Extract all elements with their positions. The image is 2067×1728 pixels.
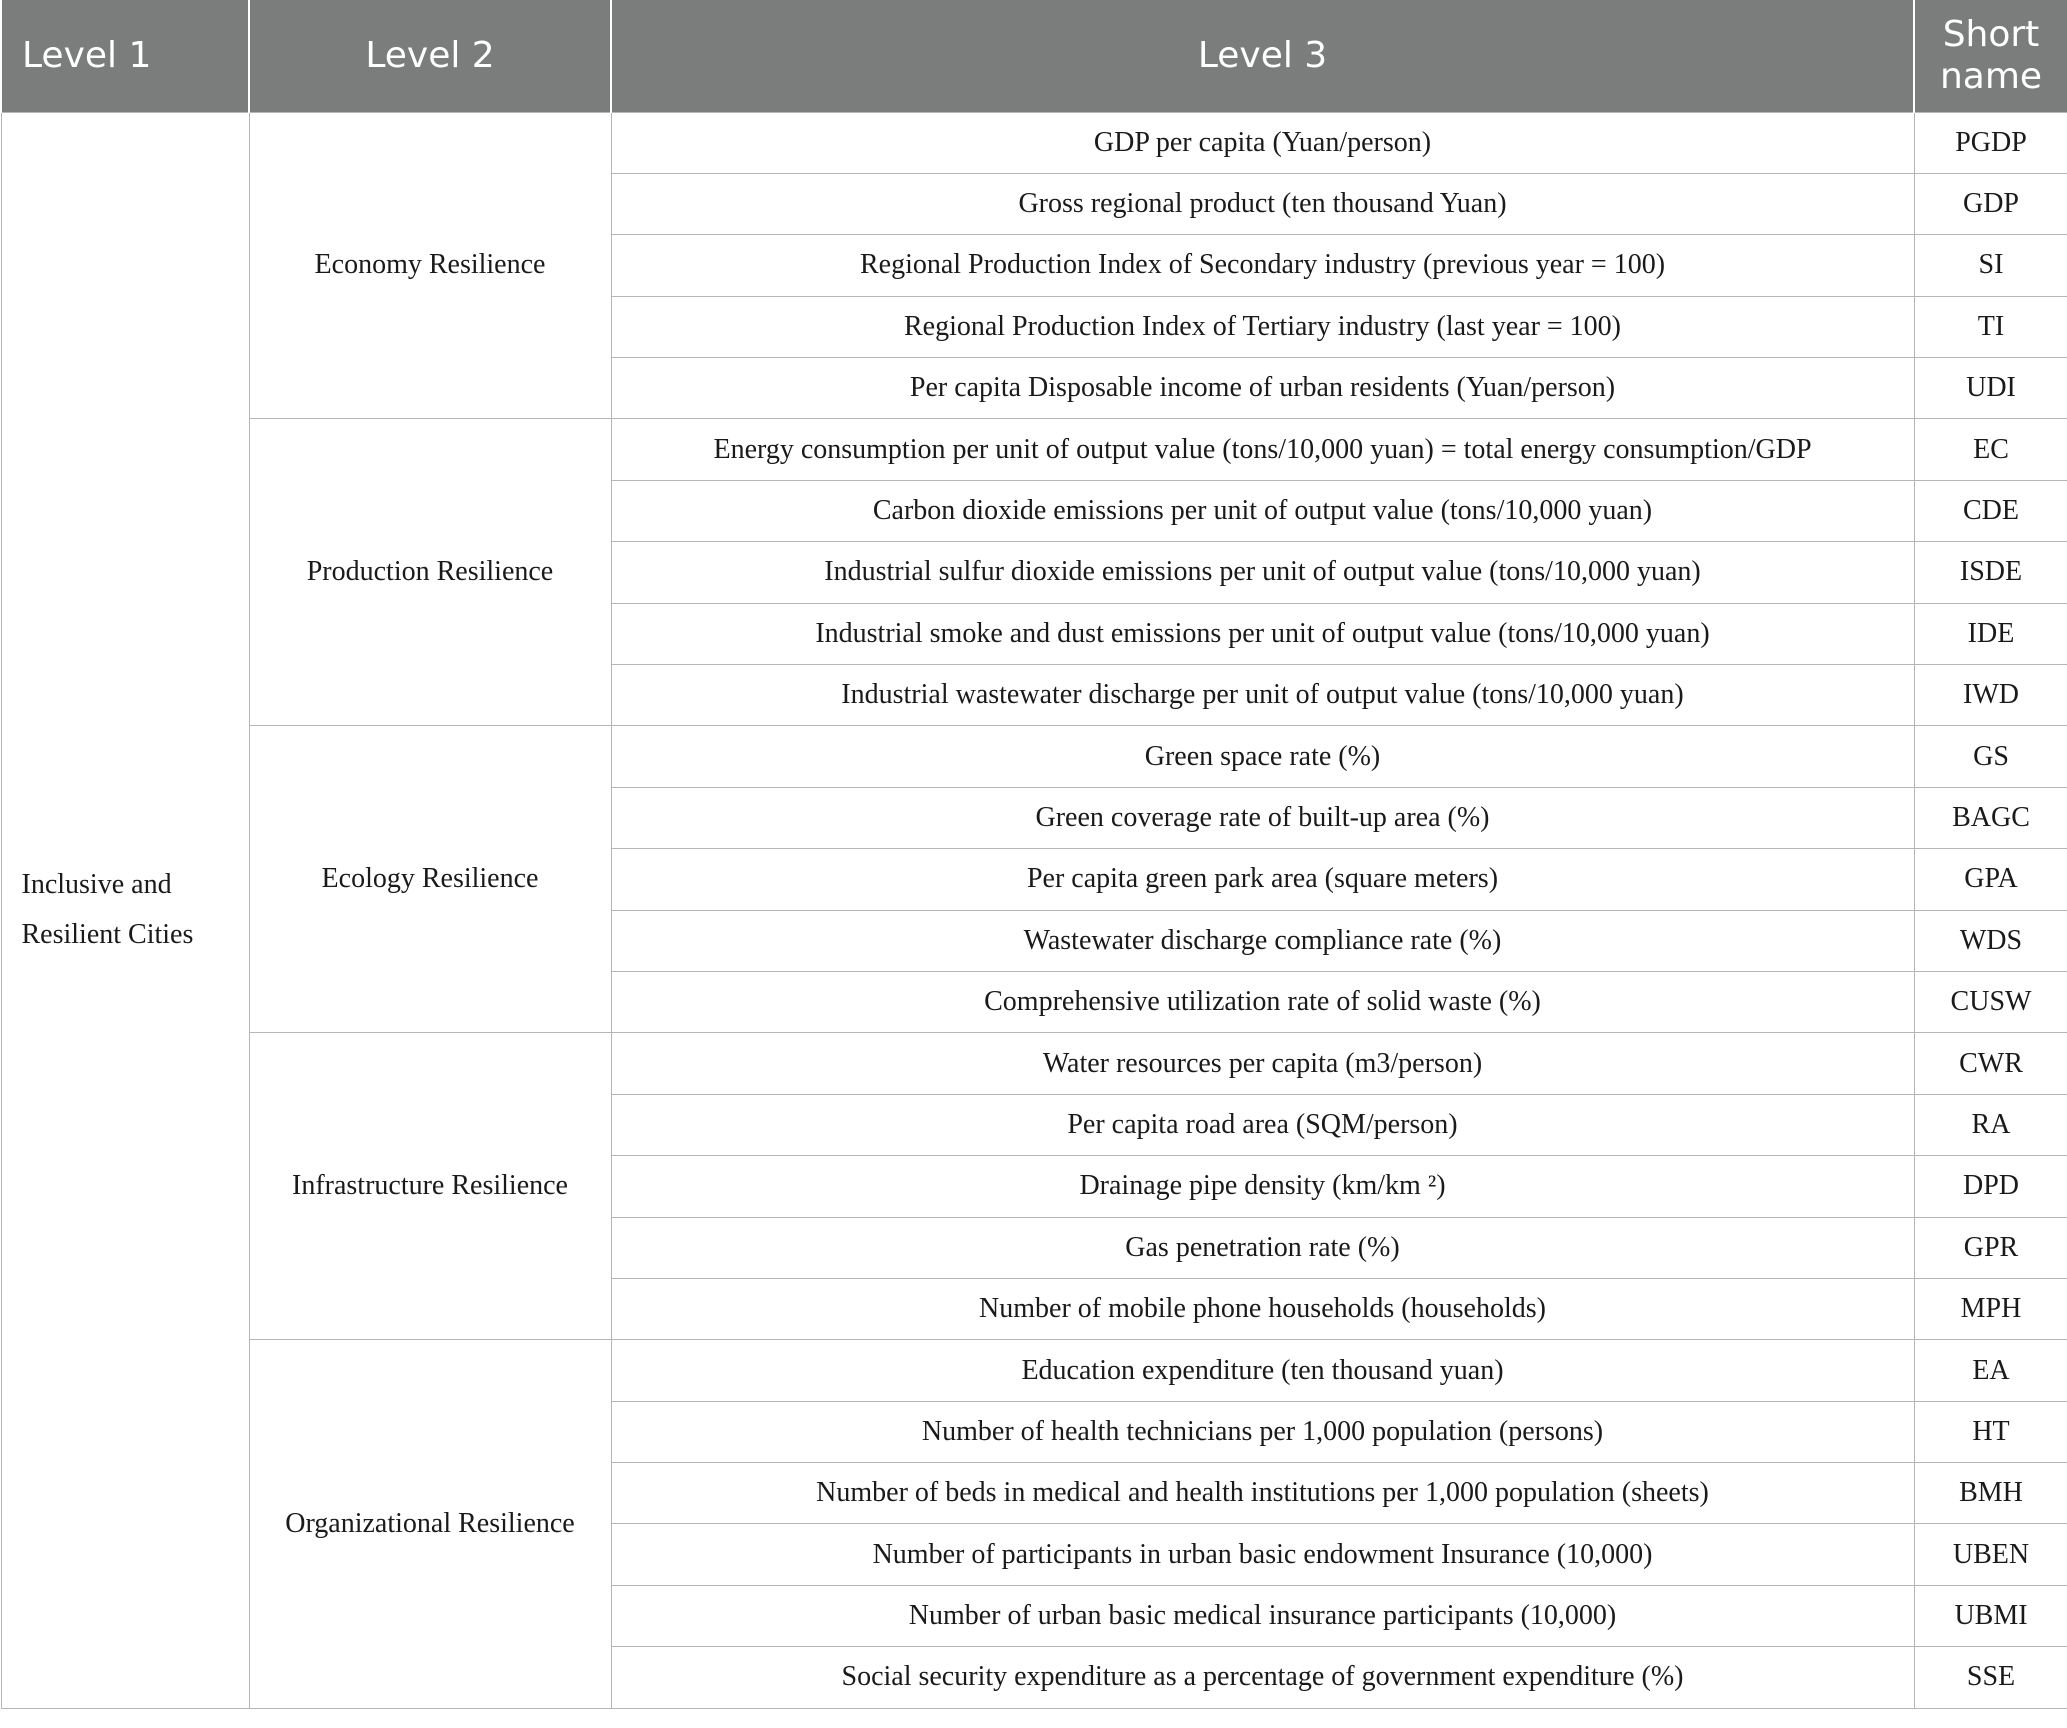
level-1-cell [1, 112, 249, 1708]
level-2-cell: Economy Resilience [249, 112, 611, 419]
header-short-name [1914, 0, 2067, 112]
short-name-cell: HT [1914, 1401, 2067, 1462]
table-row [1, 726, 2067, 787]
indicator-cell: Number of beds in medical and health institutions per 1,000 population (sheets) [611, 1463, 1914, 1524]
indicator-cell: Number of mobile phone households (households) [611, 1278, 1914, 1339]
short-name-cell: GS [1914, 726, 2067, 787]
indicator-cell: Social security expenditure as a percentage of government expenditure (%) [611, 1647, 1914, 1708]
short-name-cell: UDI [1914, 358, 2067, 419]
indicator-cell: Number of health technicians per 1,000 population (persons) [611, 1401, 1914, 1462]
indicator-cell: Regional Production Index of Secondary industry (previous year = 100) [611, 235, 1914, 296]
header-short-name-line-1: Short [1942, 13, 2040, 55]
indicator-cell: Carbon dioxide emissions per unit of output value (tons/10,000 yuan) [611, 480, 1914, 541]
short-name-cell: MPH [1914, 1278, 2067, 1339]
table-body [1, 112, 2067, 1708]
short-name-cell: GDP [1914, 173, 2067, 234]
indicator-cell: Number of urban basic medical insurance participants (10,000) [611, 1585, 1914, 1646]
header-short-name-line-2: name [1939, 55, 2043, 97]
indicator-cell: Green coverage rate of built-up area (%) [611, 787, 1914, 848]
table-row [1, 112, 2067, 173]
short-name-cell: GPA [1914, 849, 2067, 910]
short-name-cell: UBEN [1914, 1524, 2067, 1585]
short-name-cell: DPD [1914, 1156, 2067, 1217]
indicator-cell: Industrial smoke and dust emissions per unit of output value (tons/10,000 yuan) [611, 603, 1914, 664]
indicator-cell: GDP per capita (Yuan/person) [611, 112, 1914, 173]
indicator-cell: Wastewater discharge compliance rate (%) [611, 910, 1914, 971]
level-1-line-2: Resilient Cities [21, 919, 194, 951]
short-name-cell: PGDP [1914, 112, 2067, 173]
level-1-line-1: Inclusive and [21, 869, 172, 901]
table-header-row [1, 0, 2067, 112]
short-name-cell: SSE [1914, 1647, 2067, 1708]
indicator-cell: Gross regional product (ten thousand Yuan) [611, 173, 1914, 234]
short-name-cell: EC [1914, 419, 2067, 480]
indicator-cell: Industrial sulfur dioxide emissions per unit of output value (tons/10,000 yuan) [611, 542, 1914, 603]
short-name-cell: RA [1914, 1094, 2067, 1155]
indicator-cell: Education expenditure (ten thousand yuan) [611, 1340, 1914, 1401]
short-name-cell: CUSW [1914, 971, 2067, 1032]
table-row [1, 419, 2067, 480]
short-name-cell: IWD [1914, 665, 2067, 726]
short-name-cell: CWR [1914, 1033, 2067, 1094]
indicator-cell: Drainage pipe density (km/km ²) [611, 1156, 1914, 1217]
short-name-cell: IDE [1914, 603, 2067, 664]
indicator-cell: Comprehensive utilization rate of solid waste (%) [611, 971, 1914, 1032]
header-level-1: Level 1 [1, 0, 249, 112]
indicator-cell: Regional Production Index of Tertiary industry (last year = 100) [611, 296, 1914, 357]
indicator-cell: Per capita Disposable income of urban residents (Yuan/person) [611, 358, 1914, 419]
short-name-cell: BMH [1914, 1463, 2067, 1524]
level-2-cell: Infrastructure Resilience [249, 1033, 611, 1340]
header-level-2: Level 2 [249, 0, 611, 112]
indicator-cell: Industrial wastewater discharge per unit of output value (tons/10,000 yuan) [611, 665, 1914, 726]
indicator-cell: Energy consumption per unit of output value (tons/10,000 yuan) = total energy consumption/GDP [611, 419, 1914, 480]
indicator-cell: Gas penetration rate (%) [611, 1217, 1914, 1278]
indicator-cell: Green space rate (%) [611, 726, 1914, 787]
indicator-cell: Number of participants in urban basic endowment Insurance (10,000) [611, 1524, 1914, 1585]
short-name-cell: GPR [1914, 1217, 2067, 1278]
short-name-cell: CDE [1914, 480, 2067, 541]
short-name-cell: SI [1914, 235, 2067, 296]
level-2-cell: Organizational Resilience [249, 1340, 611, 1708]
short-name-cell: EA [1914, 1340, 2067, 1401]
short-name-cell: UBMI [1914, 1585, 2067, 1646]
header-level-3: Level 3 [611, 0, 1914, 112]
level-2-cell: Ecology Resilience [249, 726, 611, 1033]
table-row [1, 1340, 2067, 1401]
indicator-cell: Water resources per capita (m3/person) [611, 1033, 1914, 1094]
table-row [1, 1033, 2067, 1094]
short-name-cell: TI [1914, 296, 2067, 357]
level-2-cell: Production Resilience [249, 419, 611, 726]
indicator-cell: Per capita green park area (square meters) [611, 849, 1914, 910]
indicator-cell: Per capita road area (SQM/person) [611, 1094, 1914, 1155]
short-name-cell: WDS [1914, 910, 2067, 971]
short-name-cell: ISDE [1914, 542, 2067, 603]
short-name-cell: BAGC [1914, 787, 2067, 848]
